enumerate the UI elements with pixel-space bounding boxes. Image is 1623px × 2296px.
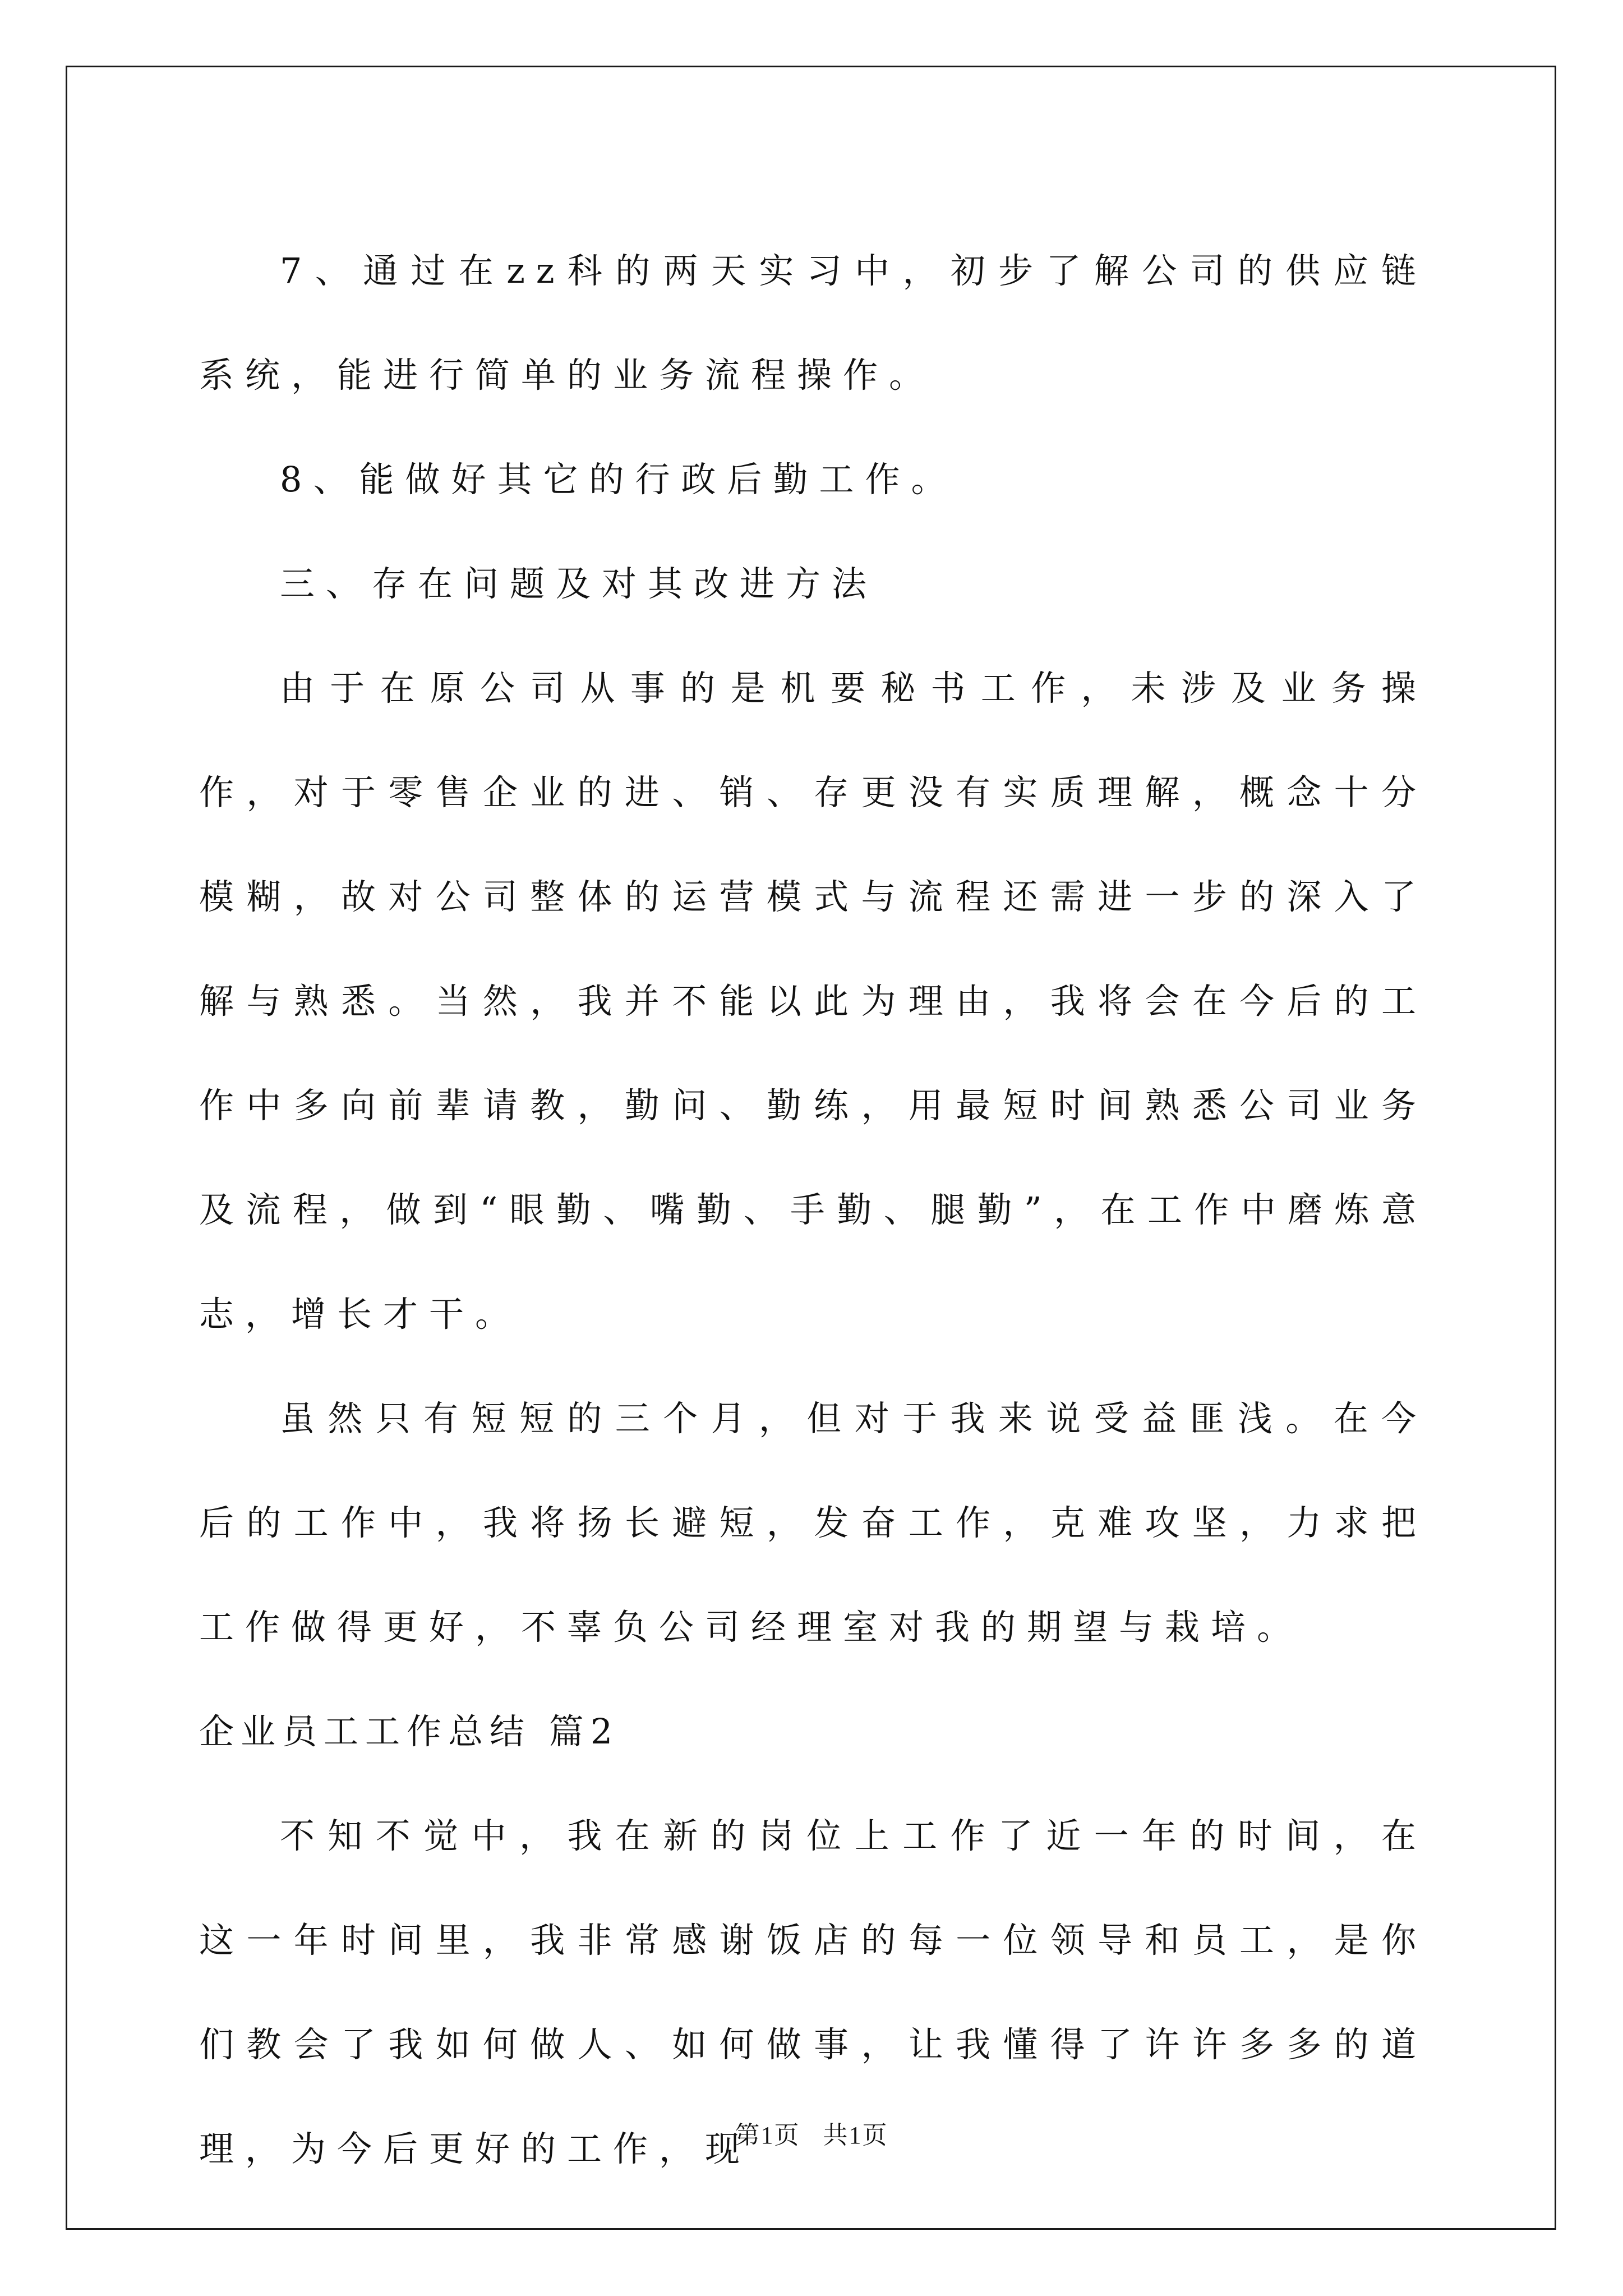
- paragraph-problems: 由于在原公司从事的是机要秘书工作，未涉及业务操作，对于零售企业的进、销、存更没有实质理解，概念十分模糊，故对公司整体的运营模式与流程还需进一步的深入了解与熟悉。当然，我并不能以此为理由，我将会在今后的工作中多向前辈请教，勤问、勤练，用最短时间熟悉公司业务及流程，做到“眼勤、嘴勤、手勤、腿勤”，在工作中磨炼意志，增长才干。: [199, 668, 1427, 1335]
- page-total: 共1页: [823, 2122, 888, 2149]
- page-number: 第1页: [735, 2122, 800, 2149]
- paragraph-article2-intro: 不知不觉中，我在新的岗位上工作了近一年的时间，在这一年时间里，我非常感谢饭店的每一位领导和员工，是你们教会了我如何做人、如何做事，让我懂得了许许多多的道理，为今后更好的工作，现: [199, 1815, 1427, 2169]
- page-footer: [0, 2115, 1623, 2151]
- paragraph-item-7: 7、通过在zz科的两天实习中，初步了解公司的供应链系统，能进行简单的业务流程操作。: [199, 250, 1427, 395]
- paragraph-closing: 虽然只有短短的三个月，但对于我来说受益匪浅。在今后的工作中，我将扬长避短，发奋工作，克难攻坚，力求把工作做得更好，不辜负公司经理室对我的期望与栽培。: [199, 1398, 1427, 1648]
- section-heading-problems: 三、存在问题及对其改进方法: [280, 563, 878, 604]
- paragraph-item-8: 8、能做好其它的行政后勤工作。: [280, 459, 957, 500]
- document-body: [199, 219, 1427, 2201]
- article-heading: 企业员工工作总结 篇2: [199, 1711, 620, 1752]
